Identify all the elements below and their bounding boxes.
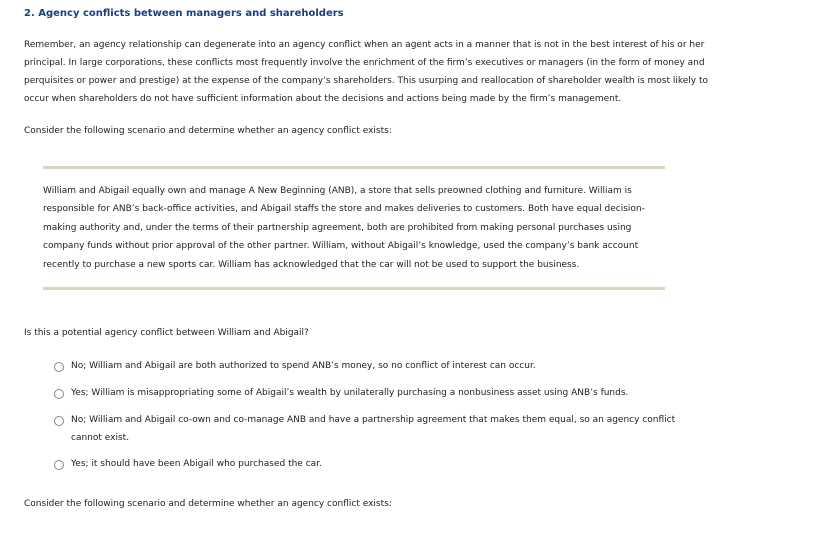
answer-option-label: No; William and Abigail co-own and co-manage ANB and have a partnership agreement that makes them equal, so an agency conflict cannot exist. (71, 415, 676, 443)
scenario-text: William and Abigail equally own and manage A New Beginning (ANB), a store that sells preowned clothing and furniture. William is responsible for ANB’s back-office activities, and Abigail staffs the store and makes deliveries to customers. Both have equal decision-making authority and, under the terms of their partnership agreement, both are prohibited from making personal purchases using company funds without prior approval of the other partner. William, without Abigail’s knowledge, used the company’s bank account recently to purchase a new sports car. William has acknowledged that the car will not be used to support the business. (43, 186, 645, 270)
answer-option-label: Yes; it should have been Abigail who purchased the car. (71, 459, 322, 469)
scenario-bottom-rule (43, 287, 665, 290)
answer-option-2[interactable] (54, 388, 694, 402)
scenario-prompt: Consider the following scenario and determine whether an agency conflict exists: (24, 126, 392, 136)
section-title: 2. Agency conflicts between managers and shareholders (24, 8, 344, 19)
radio-button[interactable] (54, 416, 64, 426)
answer-option-3[interactable] (54, 415, 694, 447)
answer-option-label: Yes; William is misappropriating some of Abigail’s wealth by unilaterally purchasing a nonbusiness asset using ANB’s funds. (71, 388, 629, 398)
radio-button[interactable] (54, 362, 64, 372)
intro-paragraph: Remember, an agency relationship can degenerate into an agency conflict when an agent acts in a manner that is not in the best interest of his or her principal. In large corporations, these conflicts most frequently involve the enrichment of the firm’s executives or managers (in the form of money and perquisites or power and prestige) at the expense of the company’s shareholders. This usurping and reallocation of shareholder wealth is most likely to occur when shareholders do not have sufficient information about the decisions and actions being made by the firm’s management. (24, 40, 709, 104)
question-text: Is this a potential agency conflict between William and Abigail? (24, 328, 309, 338)
radio-button[interactable] (54, 460, 64, 470)
next-scenario-prompt: Consider the following scenario and determine whether an agency conflict exists: (24, 499, 392, 509)
answer-option-label: No; William and Abigail are both authorized to spend ANB’s money, so no conflict of interest can occur. (71, 361, 536, 371)
answer-option-1[interactable] (54, 361, 694, 375)
answer-option-4[interactable] (54, 459, 694, 473)
scenario-top-rule (43, 166, 665, 169)
radio-button[interactable] (54, 389, 64, 399)
scenario-box (43, 166, 665, 290)
